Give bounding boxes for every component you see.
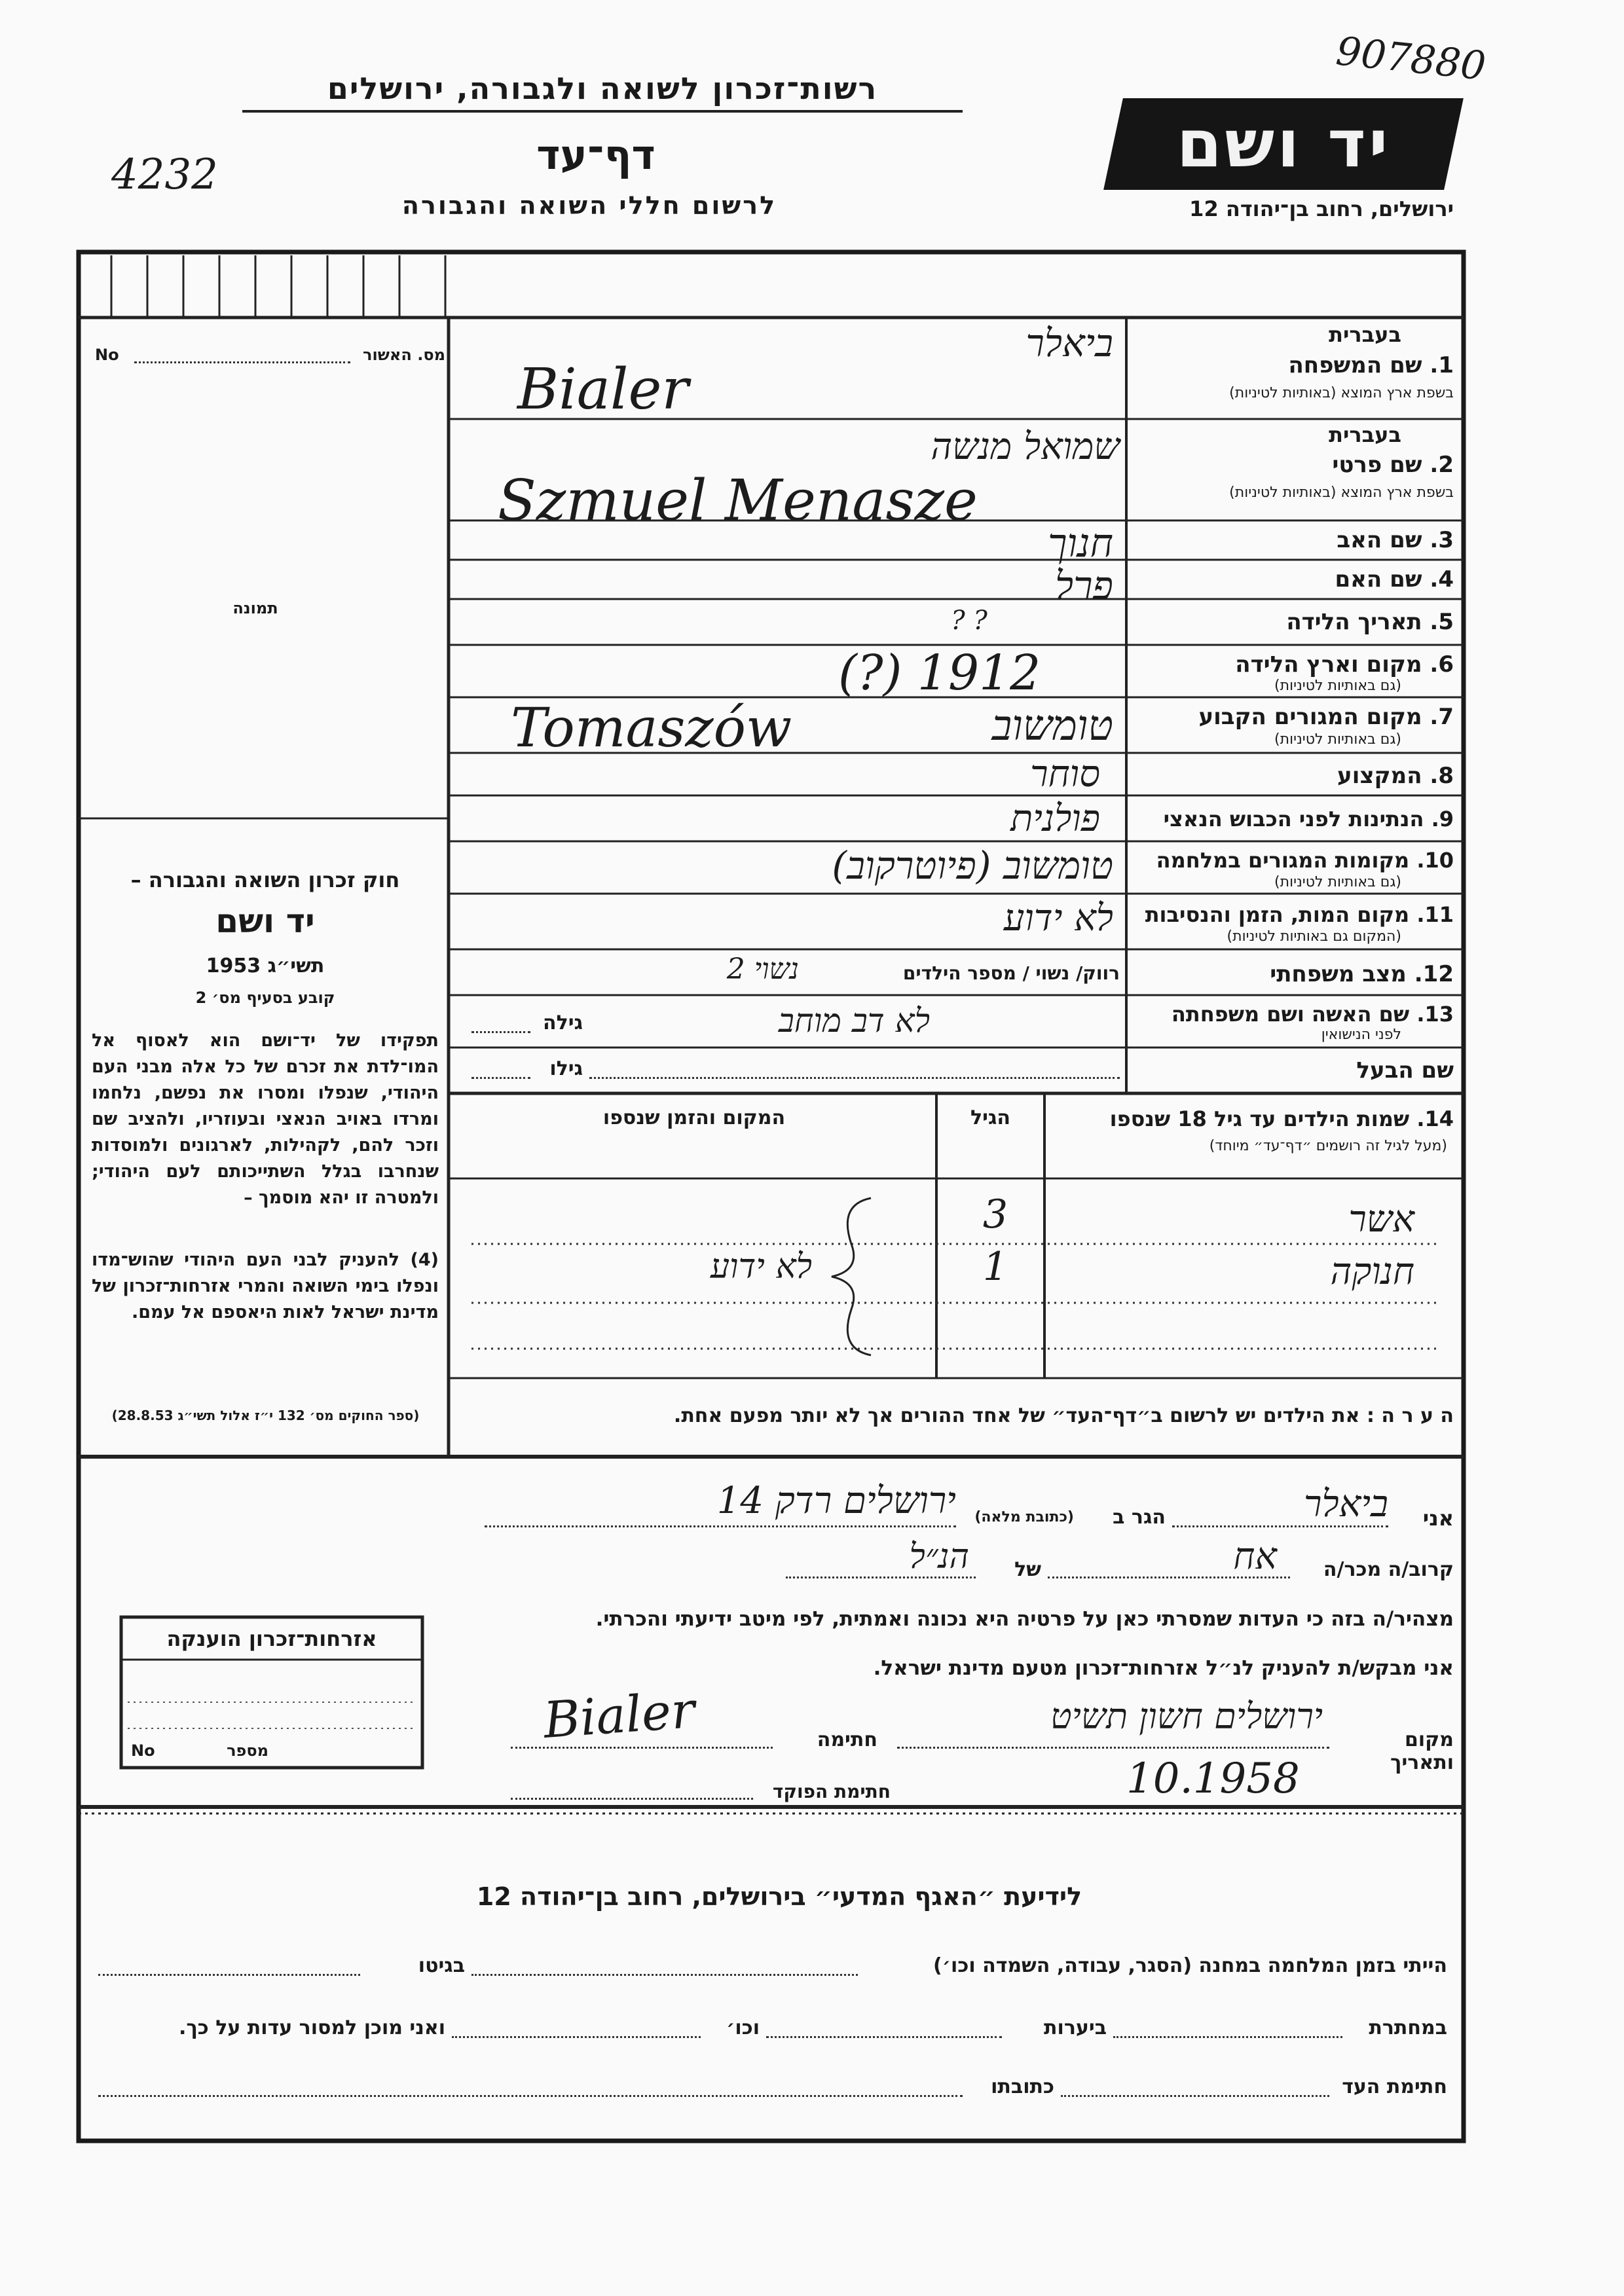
of-field[interactable] [786, 1576, 976, 1578]
field-1-label: 1. שם המשפחה [1288, 352, 1454, 378]
witness-signature-field[interactable] [1061, 2095, 1329, 2097]
forests-label: ביערות [1044, 2016, 1107, 2039]
field-10-sub: (גם באותיות לטיניות) [1274, 874, 1401, 890]
note-text: ה ע ר ה : את הילדים יש לרשום ב״דף־העד״ של אחד ההורים אך לא יותר מפעם אחת. [673, 1404, 1454, 1427]
etc-label: וכו׳ [726, 2016, 760, 2039]
of-label: של [1014, 1558, 1041, 1581]
child-2-age: 1 [982, 1244, 1008, 1290]
form-title: דף־עד [536, 131, 655, 179]
ghetto-label: בגיטו [418, 1954, 465, 1977]
address-field[interactable] [485, 1525, 956, 1527]
child-1-age: 3 [982, 1192, 1008, 1237]
stamp-number-label: מספר [227, 1741, 268, 1760]
children-note: (מעל לגיל זה רושמים ״דף־עד״ מיוחד) [1209, 1138, 1447, 1154]
wife-age-label: גילה [543, 1011, 583, 1034]
officer-signature-label: חתימת הפוקד [772, 1781, 891, 1802]
field-7-label: 7. מקום המגורים הקבוע [1198, 704, 1454, 730]
witness-name-field[interactable] [1172, 1525, 1388, 1527]
date-value: 10.1958 [1126, 1755, 1300, 1803]
husband-age-label: גילו [549, 1057, 583, 1080]
field-2-label: 2. שם פרטי [1332, 452, 1454, 478]
wife-name-value: לא דב מוחב [778, 1002, 930, 1040]
child-1-name: אשר [1348, 1198, 1414, 1241]
place-date-value: ירושלים חשון תשיט [1050, 1696, 1323, 1737]
file-number: 4232 [111, 151, 218, 199]
archive-number: 907880 [1333, 28, 1488, 90]
child-2-place: לא ידוע [710, 1247, 812, 1286]
field-12-label: 12. מצב משפחתי [1270, 961, 1454, 987]
given-name-latin-value: Szmuel Menasze [498, 468, 978, 534]
law-year: תשי״ג 1953 [206, 955, 325, 977]
field-8-label: 8. המקצוע [1337, 763, 1454, 789]
field-2-hebrew-tag: בעברית [1329, 422, 1401, 447]
field-5-label: 5. תאריך הלידה [1286, 609, 1454, 635]
testimony-ready-label: ואני מוכן למסור עדות על כך. [179, 2016, 445, 2039]
given-name-hebrew-value: שמואל מנשה [931, 426, 1120, 468]
birth-place-value: (?) 1912 [838, 645, 1041, 701]
wartime-residence-value: טומשוב (פיוטרקוב) [832, 843, 1113, 888]
law-text-1: תפקידו של יד־ושם הוא לאסוף אל המו־לדת את זכרם של כל אלה מבני העם היהודי, שנפלו ומסרו את נפשם, נלחמו ומרדו באויב הנאצי ובעוזריו, ולהציב שם וזכר להם, לקהילות, לארגונים ולמוסדות שנחרבו בגלל השתייכותם לעם היהודי; ולמטרה זו יהא מוסמך – [92, 1030, 439, 1208]
birth-date-value: ? ? [951, 606, 987, 636]
witness-signature-label: חתימת העד [1342, 2075, 1447, 2098]
wife-age-field[interactable] [471, 1031, 530, 1033]
marital-status-value: נשוי 2 [726, 953, 799, 986]
underground-label: במחתרת [1369, 2016, 1447, 2039]
field-13-label: 13. שם האשה ושם משפחתה [1171, 1002, 1454, 1027]
field-11-label: 11. מקום המות, הזמן והנסיבות [1145, 902, 1454, 927]
camp-field[interactable] [471, 1974, 858, 1976]
camp-line-label: הייתי בזמן המלחמה במחנה (הסגר, עבודה, השמדה וכו׳) [933, 1954, 1447, 1977]
relation-value: אח [1233, 1535, 1277, 1578]
field-13-sub: לפני הנישואין [1321, 1027, 1401, 1043]
field-11-sub: (המקום גם באותיות לטיניות) [1227, 928, 1401, 945]
field-1-hebrew-tag: בעברית [1329, 322, 1401, 347]
approval-no-field[interactable] [134, 361, 350, 363]
photo-label: תמונה [232, 599, 278, 617]
officer-signature-field[interactable] [511, 1798, 753, 1800]
place-date-label: מקום ותאריך [1390, 1728, 1454, 1774]
address-value: ירושלים רדק 14 [716, 1480, 956, 1522]
address: ירושלים, רחוב בן־יהודה 12 [1189, 196, 1454, 221]
etc-field[interactable] [452, 2036, 701, 2038]
logo-text: יד ושם [1176, 105, 1391, 182]
field-9-label: 9. הנתינות לפני הכבוש הנאצי [1163, 807, 1454, 831]
citizenship-value: פולנית [1010, 797, 1100, 840]
witness-address-label: כתובתו [991, 2075, 1054, 2098]
stamp-no-sign: No [131, 1741, 155, 1760]
law-name: יד ושם [215, 902, 315, 940]
residence-latin-value: Tomaszów [511, 697, 792, 759]
husband-name-field[interactable] [589, 1077, 1120, 1079]
relation-label: קרוב/ה מכר/ה [1323, 1558, 1454, 1581]
field-6-sub: (גם באותיות לטיניות) [1274, 678, 1401, 694]
field-2-sub: בשפת ארץ המוצא (באותיות לטיניות) [1229, 484, 1454, 501]
approval-no-label: מס. האשור [363, 346, 445, 364]
witness-address-field[interactable] [98, 2095, 963, 2097]
statement-1: מצהיר/ה בזה כי העדות שמסרתי כאן על פרטיה היא נכונה ואמתית, לפי מיטב ידיעתי והכרתי. [595, 1607, 1454, 1631]
stamp-box-title: אזרחות־זכרון הוענקה [166, 1626, 377, 1651]
field-6-label: 6. מקום וארץ הלידה [1235, 651, 1454, 678]
law-text-2: (4) להעניק לבני העם היהודי שהוש־מדו ונפלו בימי השואה והמרי אזרחות־זכרון של מדינת ישראל לאות היאספם אל עמם. [92, 1250, 439, 1322]
law-title: חוק זכרון השואה והגבורה – [130, 867, 400, 892]
yad-vashem-logo [1103, 98, 1464, 190]
field-3-label: 3. שם האב [1337, 527, 1454, 553]
no-sign: No [95, 346, 119, 364]
form-subtitle: לרשום חללי השואה והגבורה [401, 191, 777, 220]
field-12-options: רווק/ נשוי / מספר הילדים [902, 962, 1120, 984]
field-4-label: 4. שם האם [1335, 566, 1454, 592]
mother-name-value: פרל [1055, 563, 1113, 609]
field-1-sub: בשפת ארץ המוצא (באותיות לטיניות) [1229, 385, 1454, 401]
field-7-sub: (גם באותיות לטיניות) [1274, 731, 1401, 748]
children-place-header: המקום והזמן שנספו [602, 1106, 786, 1129]
child-2-name: חנוקה [1330, 1250, 1414, 1293]
law-section: קובע בסעיף מס׳ 2 [195, 989, 335, 1007]
decl-residing: הגר ב [1113, 1506, 1166, 1529]
ghetto-field[interactable] [98, 1974, 360, 1976]
underground-field[interactable] [1113, 2036, 1342, 2038]
of-value: הנ״ל [909, 1537, 969, 1576]
residence-hebrew-value: טומשוב [991, 702, 1113, 750]
bottom-title: לידיעת ״האגף המדעי״ בירושלים, רחוב בן־יהודה 12 [476, 1882, 1082, 1911]
forests-field[interactable] [766, 2036, 1002, 2038]
father-name-value: חנוך [1048, 520, 1113, 566]
signature-label: חתימה [817, 1728, 877, 1751]
signature-value: Bialer [542, 1681, 697, 1749]
witness-name-value: ביאלר [1304, 1483, 1388, 1525]
institution-line: רשות־זכרון לשואה ולגבורה, ירושלים [242, 71, 963, 113]
husband-age-field[interactable] [471, 1077, 530, 1079]
place-date-field[interactable] [897, 1747, 1329, 1749]
profession-value: סוחר [1030, 753, 1100, 795]
decl-ani: אני [1422, 1506, 1454, 1531]
full-address-hint: (כתובת מלאה) [974, 1509, 1074, 1525]
field-10-label: 10. מקומות המגורים במלחמה [1156, 848, 1454, 873]
husband-label: שם הבעל [1356, 1057, 1454, 1084]
children-title: 14. שמות הילדים עד גיל 18 שנספו [1109, 1106, 1454, 1131]
law-reference: (ספר החוקים מס׳ 132 י״ז אלול תשי״ג 28.8.53) [111, 1408, 420, 1423]
statement-2: אני מבקש/ת להעניק לנ״ל אזרחות־זכרון מטעם מדינת ישראל. [873, 1656, 1454, 1680]
death-place-value: לא ידוע [1003, 897, 1113, 939]
surname-latin-value: Bialer [517, 357, 689, 422]
children-age-header: הגיל [970, 1106, 1010, 1129]
surname-hebrew-value: ביאלר [1025, 321, 1113, 365]
